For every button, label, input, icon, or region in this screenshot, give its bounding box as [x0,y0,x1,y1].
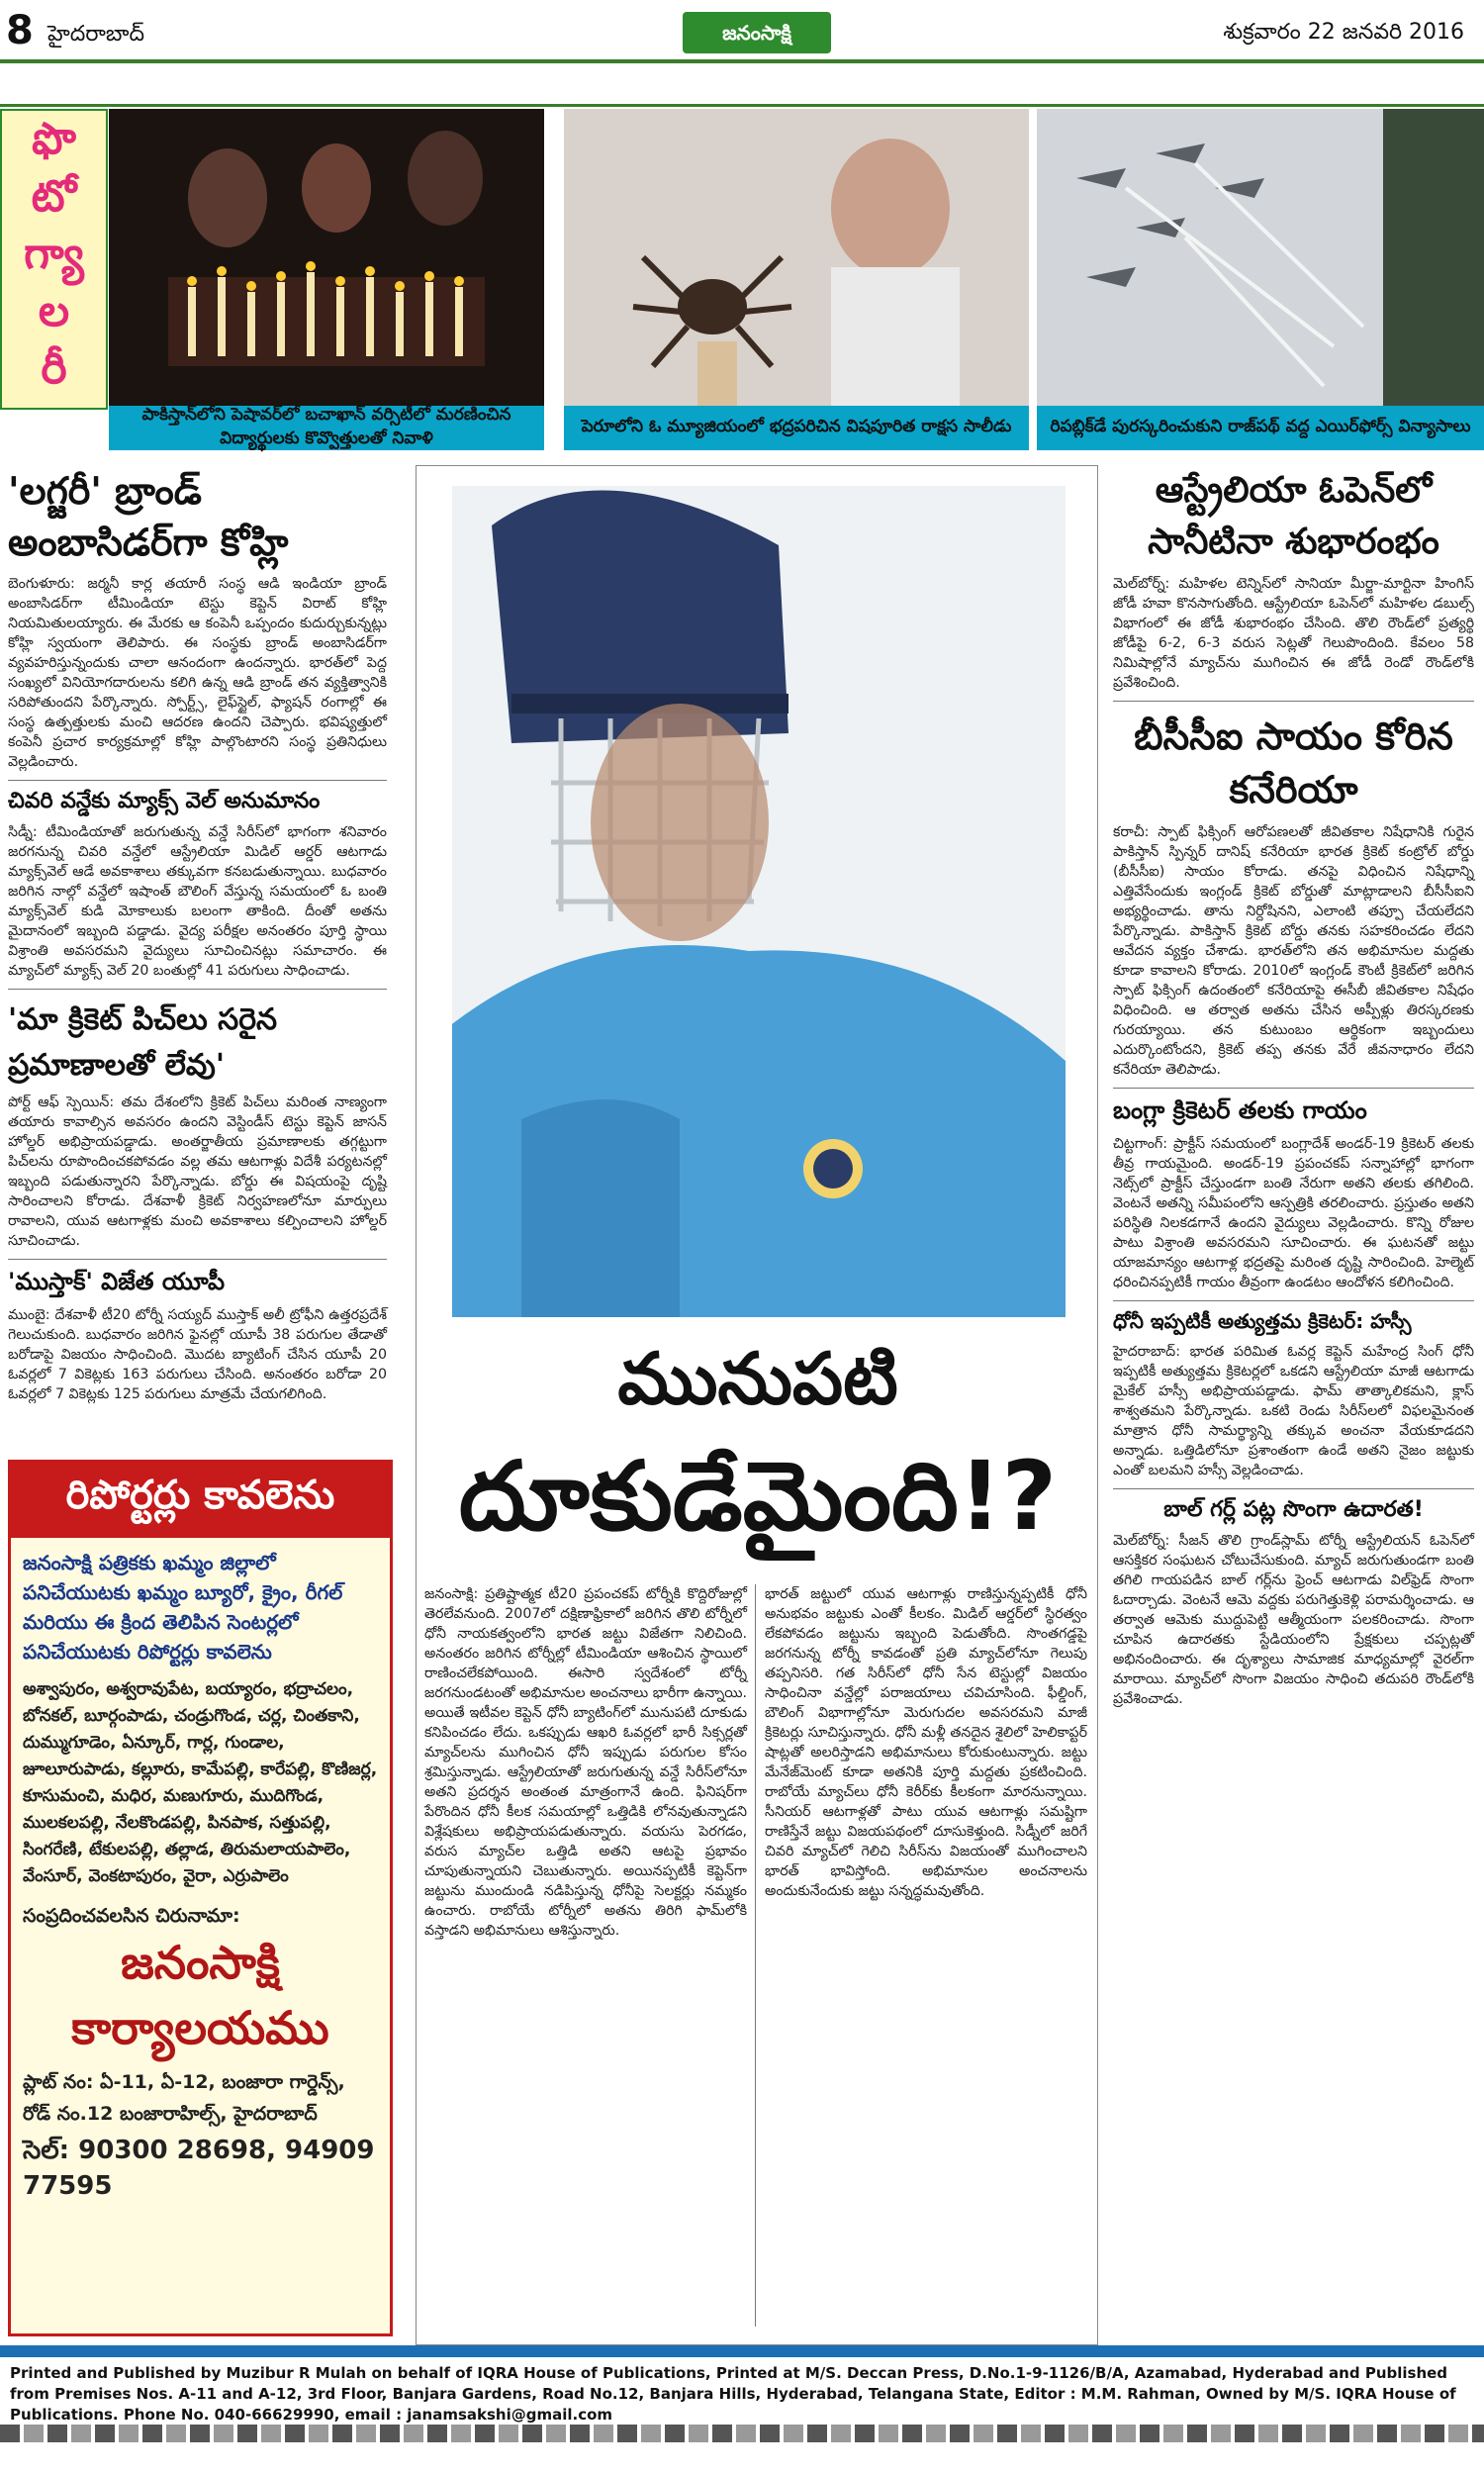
sania-body: మెల్‌బోర్న్: మహిళల టెన్నిస్‌లో సానియా మీర్జా-మార్టినా హింగిస్ జోడీ హవా కొనసాగుతోంది. ఆస్ట్రేలియా ఓపెన్‌లో మహిళల డబుల్స్ విభాగంలో ఈ జోడీ శుభారంభం చేసింది. తొలి రౌండ్‌లో ప్రత్యర్థి జోడీపై 6-2, 6-3 వరుస సెట్లతో గెలుపొందింది. కేవలం 58 నిమిషాల్లోనే మ్యాచ్‌ను ముగించిన ఈ జోడీ రెండో రౌండ్‌లోకి ప్రవేశించింది. [1113,576,1474,691]
ad-address: ప్లాట్ నం: ఏ-11, ఏ-12, బంజారా గార్డెన్స్, రోడ్ నం.12 బంజారాహిల్స్, హైదరాబాద్ [23,2071,345,2125]
hussey-body: హైదరాబాద్: భారత పరిమిత ఓవర్ల కెప్టెన్ మహేంద్ర సింగ్ ధోనీ ఇప్పటికీ అత్యుత్తమ క్రికెటర్లలో ఒకడని ఆస్ట్రేలియా మాజీ ఆటగాడు మైకేల్ హస్సీ అభిప్రాయపడ్డాడు. ఫామ్ తాత్కాలికమని, క్లాస్ శాశ్వతమని పేర్కొన్నాడు. ఒకటి రెండు సిరీస్‌లలో విఫలమైనంత మాత్రాన ధోనీ సామర్థ్యాన్ని తక్కువ అంచనా వేయకూడదని అన్నాడు. ఒత్తిడిలోనూ ప్రశాంతంగా ఉండే అతని నైజం జట్టుకు ఎంతో బలమని హస్సీ వెల్లడించాడు. [1113,1344,1474,1478]
issue-date: శుక్రవారం 22 జనవరి 2016 [1223,20,1464,45]
dhoni-image [452,486,1066,1317]
masthead [0,0,1484,107]
ad-title: రిపోర్టర్లు కావలెను [11,1463,390,1538]
photo-caption-spider: పెరూలోని ఓ మ్యూజియంలో భద్రపరిచిన విషపూరిత రాక్షస సాలీడు [564,406,1029,450]
tsonga-headline: బాల్ గర్ల్ పట్ల సొంగా ఉదారత! [1163,1497,1424,1522]
hussey-headline: ధోనీ ఇప్పటికీ అత్యుత్తమ క్రికెటర్: హస్సీ [1113,1309,1412,1333]
ad-centers: అశ్వాపురం, అశ్వరావుపేట, బయ్యారం, భద్రాచలం, బోనకల్, బూర్గంపాడు, చండ్రుగొండ, చర్ల, చింతకాని, దుమ్ముగూడెం, ఏన్కూర్, గార్ల, గుండాల, జూలూరుపాడు, కల్లూరు, కామేపల్లి, కారేపల్లి, కొణిజర్ల, కూసుమంచి, మధిర, మణుగూరు, ముదిగొండ, ములకలపల్లి, నేలకొండపల్లి, పినపాక, సత్తుపల్లి, సింగరేణి, టేకులపల్లి, తల్లాడ, తిరుమలాయపాలెం, వేంసూర్, వెంకటాపురం, వైరా, ఎర్రుపాలెం [23,1679,378,1886]
divider [1113,1088,1474,1089]
ad-intro: జనంసాక్షి పత్రికకు ఖమ్మం జిల్లాలో పనిచేయుటకు ఖమ్మం బ్యూరో, క్రైం, రీగల్ మరియు ఈ క్రింద తెలిపిన సెంటర్లలో పనిచేయుటకు రిపోర్టర్లు కావలెను [23,1551,343,1664]
bangla-body: చిట్టగాంగ్: ప్రాక్టీస్ సమయంలో బంగ్లాదేశ్ అండర్-19 క్రికెటర్ తలకు తీవ్ర గాయమైంది. అండర్-19 ప్రపంచకప్ సన్నాహాల్లో భాగంగా నెట్స్‌లో ప్రాక్టీస్ చేస్తుండగా బంతి నేరుగా అతని తలకు తగిలింది. వెంటనే అతన్ని సమీపంలోని ఆస్పత్రికి తరలించారు. ప్రస్తుతం అతని పరిస్థితి నిలకడగానే ఉందని వైద్యులు వెల్లడించారు. కొన్ని రోజుల పాటు విశ్రాంతి అవసరమని సూచించారు. ఈ ఘటనతో జట్టు యాజమాన్యం ఆటగాళ్ల భద్రతపై మరింత దృష్టి సారించింది. హెల్మెట్ ధరించినప్పటికీ గాయం తీవ్రంగా ఉండటం ఆందోళన కలిగించింది. [1113,1136,1474,1290]
kaneria-headline: బీసీసీఐ సాయం కోరిన కనేరియా [1134,714,1453,811]
color-register-strip [0,2425,1484,2442]
gallery-char: ల [38,286,70,336]
kaneria-body: కరాచీ: స్పాట్ ఫిక్సింగ్ ఆరోపణలతో జీవితకాల నిషేధానికి గురైన పాకిస్తాన్ స్పిన్నర్ దానిష్ కనేరియా భారత క్రికెట్ కంట్రోల్ బోర్డు (బీసీసీఐ) సాయం కోరాడు. తనపై విధించిన నిషేధాన్ని ఎత్తివేసేందుకు ఇంగ్లండ్ క్రికెట్ బోర్డుతో మాట్లాడాలని బీసీసీఐని అభ్యర్థించాడు. తాను నిర్దోషినని, ఎలాంటి తప్పూ చేయలేదని పేర్కొన్నాడు. పాకిస్తాన్ క్రికెట్ బోర్డు తనకు సహకరించడం లేదని ఆవేదన వ్యక్తం చేశాడు. భారత్‌లోని తన అభిమానుల మద్దతు కూడా కావాలని కోరాడు. 2010లో ఇంగ్లండ్ కౌంటీ క్రికెట్‌లో జరిగిన స్పాట్ ఫిక్సింగ్ ఉదంతంలో కనేరియాపై ఈసీబీ జీవితకాల నిషేధం విధించింది. ఆ తర్వాత అతను చేసిన అప్పీళ్లు తిరస్కరణకు గురయ్యాయి. తన కుటుంబం ఆర్థికంగా ఇబ్బందులు ఎదుర్కొంటోందని, క్రికెట్ తప్ప తనకు వేరే జీవనాధారం లేదని కనేరియా తెలిపాడు. [1113,824,1474,1078]
divider [8,780,387,781]
mushtaq-body: ముంబై: దేశవాళీ టీ20 టోర్నీ సయ్యద్ ముస్తాక్ అలీ ట్రోఫీని ఉత్తరప్రదేశ్ గెలుచుకుంది. బుధవారం జరిగిన ఫైనల్లో యూపీ 38 పరుగుల తేడాతో బరోడాపై విజయం సాధించింది. మొదట బ్యాటింగ్ చేసిన యూపీ 20 ఓవర్లలో 7 వికెట్లకు 163 పరుగులు చేసింది. అనంతరం బరోడా 20 ఓవర్లలో 7 వికెట్లకు 125 పరుగులు మాత్రమే చేయగలిగింది. [8,1307,387,1402]
header-divider [0,59,1484,63]
kohli-body: బెంగుళూరు: జర్మనీ కార్ల తయారీ సంస్థ ఆడి ఇండియా బ్రాండ్ అంబాసిడర్‌గా టీమిండియా టెస్టు కెప్టెన్ విరాట్ కోహ్లి నియమితులయ్యారు. ఈ మేరకు ఆ కంపెనీ ఒప్పందం కుదుర్చుకున్నట్లు కోహ్లి స్వయంగా తెలిపారు. ఈ సంస్థకు బ్రాండ్ అంబాసిడర్‌గా వ్యవహరిస్తున్నందుకు చాలా ఆనందంగా ఉందన్నారు. భారత్‌లో పెద్ద సంఖ్యలో వినియోగదారులను కలిగి ఉన్న ఆడి బ్రాండ్ తన వ్యక్తిత్వానికి సరిపోతుందని పేర్కొన్నారు. స్పోర్ట్స్, లైఫ్‌స్టైల్, ఫ్యాషన్ రంగాల్లో ఈ సంస్థ ఉత్పత్తులకు మంచి ఆదరణ ఉందని చెప్పారు. భవిష్యత్తులో కంపెనీ ప్రచార కార్యక్రమాల్లో కోహ్లి పాల్గొంటారని సంస్థ ప్రతినిధులు వెల్లడించారు. [8,576,387,770]
tsonga-body: మెల్‌బోర్న్: సీజన్ తొలి గ్రాండ్‌స్లామ్ టోర్నీ ఆస్ట్రేలియన్ ఓపెన్‌లో ఆసక్తికర సంఘటన చోటుచేసుకుంది. మ్యాచ్ జరుగుతుండగా బంతి తగిలి గాయపడిన బాల్ గర్ల్‌ను ఫ్రెంచ్ ఆటగాడు విల్‌ఫ్రెడ్ సొంగా ఓదార్చాడు. వెంటనే ఆమె వద్దకు పరుగెత్తుకెళ్లి పరామర్శించాడు. ఆ తర్వాత ఆమెకు ముద్దుపెట్టి ఆత్మీయంగా పలకరించాడు. సొంగా చూపిన ఉదారతకు స్టేడియంలోని ప్రేక్షకులు చప్పట్లతో అభినందించారు. ఈ దృశ్యాలు సామాజిక మాధ్యమాల్లో వైరల్‌గా మారాయి. మ్యాచ్‌లో సొంగా విజయం సాధించి తదుపరి రౌండ్‌లోకి ప్రవేశించాడు. [1113,1533,1474,1707]
dhoni-photo [452,486,1066,1317]
ad-contact-label: సంప్రదించవలసిన చిరునామా: [23,1905,240,1927]
kohli-headline: 'లగ్జరీ' బ్రాండ్ అంబాసిడర్‌గా కోహ్లి [8,469,289,564]
reporters-wanted-ad [8,1460,393,2336]
divider [8,989,387,990]
maxwell-headline: చివరి వన్డేకు మ్యాక్స్ వెల్ అనుమానం [8,789,321,813]
gallery-char: టో [31,171,77,222]
divider [1113,1488,1474,1489]
center-body-col1: జనంసాక్షి: ప్రతిష్టాత్మక టీ20 ప్రపంచకప్ టోర్నీకి కొద్దిరోజుల్లో తెరలేవనుంది. 2007లో దక్షిణాఫ్రికాలో జరిగిన తొలి టోర్నీలో ధోనీ నాయకత్వంలోని భారత జట్టు విజేతగా నిలిచింది. అనంతరం జరిగిన టోర్నీల్లో టీమిండియా ఆశించిన స్థాయిలో రాణించలేకపోయింది. ఈసారి స్వదేశంలో టోర్నీ జరగనుండటంతో అభిమానుల అంచనాలు భారీగా ఉన్నాయి. అయితే ఇటీవల కెప్టెన్ ధోనీ బ్యాటింగ్‌లో మునుపటి దూకుడు కనిపించడం లేదు. ఒకప్పుడు ఆఖరి ఓవర్లలో భారీ సిక్సర్లతో మ్యాచ్‌లను ముగించిన ధోనీ ఇప్పుడు పరుగుల కోసం శ్రమిస్తున్నాడు. ఆస్ట్రేలియాతో జరుగుతున్న వన్డే సిరీస్‌లోనూ అతని ప్రదర్శన అంతంత మాత్రంగానే ఉంది. ఫినిషర్‌గా పేరొందిన ధోనీ కీలక సమయాల్లో ఒత్తిడికి లోనవుతున్నాడని విశ్లేషకులు అభిప్రాయపడుతున్నారు. వయసు పెరగడం, వరుస మ్యాచ్‌ల ఒత్తిడి అతని ఆటపై ప్రభావం చూపుతున్నాయని చెబుతున్నారు. అయినప్పటికీ కెప్టెన్‌గా జట్టును ముందుండి నడిపిస్తున్న ధోనీపై సెలక్టర్లు నమ్మకం ఉంచారు. రాబోయే టోర్నీలో అతను తిరిగి ఫామ్‌లోకి వస్తాడని అభిమానులు ఆశిస్తున్నారు. [424,1586,747,1939]
spider-museum-photo [564,109,1029,406]
center-story [416,465,1098,2345]
footer-bar [0,2345,1484,2357]
candle-vigil-image [109,109,544,406]
airshow-photo [1037,109,1484,406]
spider-image [564,109,1029,406]
center-body-col2: భారత్ జట్టులో యువ ఆటగాళ్లు రాణిస్తున్నప్పటికీ ధోనీ అనుభవం జట్టుకు ఎంతో కీలకం. మిడిల్ ఆర్డర్‌లో స్థిరత్వం లేకపోవడం జట్టును ఇబ్బంది పెడుతోంది. సొంతగడ్డపై జరగనున్న టోర్నీ కావడంతో ప్రతి మ్యాచ్‌లోనూ గెలుపు తప్పనిసరి. గత సిరీస్‌లో ధోనీ సేన టెస్టుల్లో విజయం సాధించినా వన్డేల్లో పరాజయాలు చవిచూసింది. ఫీల్డింగ్, బౌలింగ్ విభాగాల్లోనూ మెరుగుదల అవసరమని మాజీ క్రికెటర్లు సూచిస్తున్నారు. ధోనీ మళ్లీ తనదైన శైలిలో హెలికాప్టర్ షాట్లతో అలరిస్తాడని అభిమానులు కోరుకుంటున్నారు. జట్టు మేనేజ్‌మెంట్ కూడా అతనికి పూర్తి మద్దతు ప్రకటించింది. రాబోయే మ్యాచ్‌లు ధోనీ కెరీర్‌కు కీలకంగా మారనున్నాయి. సీనియర్ ఆటగాళ్లతో పాటు యువ ఆటగాళ్లు సమష్టిగా రాణిస్తేనే జట్టు విజయపథంలో దూసుకెళ్తుంది. సిడ్నీలో జరిగే చివరి మ్యాచ్‌లో గెలిచి సిరీస్‌ను విజయంతో ముగించాలని భారత్ భావిస్తోంది. అభిమానుల అంచనాలను అందుకునేందుకు జట్టు సన్నద్ధమవుతోంది. [765,1586,1087,1899]
right-column [1113,465,1474,1709]
jets-image [1037,109,1484,406]
photo-gallery-label [0,109,108,410]
gallery-char: గ్యా [24,229,84,279]
photo-caption-airshow: రిపబ్లిక్‌డే పురస్కరించుకుని రాజ్‌పథ్ వద్ద ఎయిర్‌ఫోర్స్ విన్యాసాలు [1037,406,1484,450]
divider [1113,701,1474,702]
center-headline-line1: మునుపటి [617,1337,898,1420]
mushtaq-headline: 'ముస్తాక్' విజేత యూపీ [8,1268,226,1295]
gallery-char: రీ [41,343,67,394]
edition-city: హైదరాబాద్ [47,22,144,47]
divider [1113,1300,1474,1301]
pitches-headline: 'మా క్రికెట్ పిచ్‌లు సరైన ప్రమాణాలతో లేవు' [8,1002,278,1083]
newspaper-logo[interactable]: జనంసాక్షి [683,12,831,53]
column-divider [755,1584,756,2327]
gallery-char: ఫొ [32,114,76,164]
maxwell-body: సిడ్నీ: టీమిండియాతో జరుగుతున్న వన్డే సిరీస్‌లో భాగంగా శనివారం జరగనున్న చివరి వన్డేలో ఆస్ట్రేలియా మిడిల్ ఆర్డర్ ఆటగాడు మ్యాక్స్‌వెల్ ఆడే అవకాశాలు తక్కువగా కనబడుతున్నాయి. బుధవారం జరిగిన నాల్గో వన్డేలో ఇషాంత్ బౌలింగ్ వేస్తున్న సమయంలో ఓ బంతి మ్యాక్స్‌వెల్ కుడి మోకాలుకు బలంగా తాకింది. దీంతో అతను మైదానంలో ఇబ్బంది పడ్డాడు. వైద్య పరీక్షల అనంతరం పూర్తి స్థాయి విశ్రాంతి అవసరమని వైద్యులు సూచించినట్లు సమాచారం. ఈ మ్యాచ్‌లో మ్యాక్స్ వెల్ 20 బంతుల్లో 41 పరుగులు సాధించాడు. [8,824,387,979]
page-number: 8 [6,8,34,53]
sania-headline: ఆస్ట్రేలియా ఓపెన్‌లో సానీటినా శుభారంభం [1148,470,1439,562]
ad-phone: సెల్: 90300 28698, 94909 77595 [23,2136,375,2201]
center-headline-line2: దూకుడేమైంది!? [458,1441,1058,1552]
candle-vigil-photo [109,109,544,406]
photo-caption-vigil: పాకిస్తాన్‌లోని పెషావర్‌లో బచాఖాన్ వర్సిటీలో మరణించిన విద్యార్థులకు కొవ్వొత్తులతో నివాళి [109,406,544,450]
ad-office: జనంసాక్షి కార్యాలయము [71,1936,329,2054]
bangla-headline: బంగ్లా క్రికెటర్ తలకు గాయం [1113,1096,1367,1124]
divider [8,1259,387,1260]
left-column [8,465,387,1404]
pitches-body: పోర్ట్ ఆఫ్ స్పెయిన్: తమ దేశంలోని క్రికెట్ పిచ్‌లు మరింత నాణ్యంగా తయారు కావాల్సిన అవసరం ఉందని వెస్టిండీస్ టెస్టు కెప్టెన్ జాసన్ హోల్డర్ అభిప్రాయపడ్డాడు. అంతర్జాతీయ ప్రమాణాలకు తగ్గట్టుగా పిచ్‌లను రూపొందించకపోవడం వల్ల తమ ఆటగాళ్లు విదేశీ పర్యటనల్లో ఇబ్బంది పడుతున్నారని పేర్కొన్నాడు. బోర్డు ఈ విషయంపై దృష్టి సారించాలని కోరాడు. దేశవాళీ క్రికెట్ నిర్వహణలోనూ మార్పులు రావాలని, యువ ఆటగాళ్లకు మంచి అవకాశాలు కల్పించాలని హోల్డర్ సూచించాడు. [8,1094,387,1249]
imprint-line: Printed and Published by Muzibur R Mulah on behalf of IQRA House of Publications, Printed at M/S. Deccan Press, D.No.1-9-1126/B/A, Azamabad, Hyderabad and Published from Premises Nos. A-11 and A-12, 3rd Floor, Banjara Gardens, Road No.12, Banjara Hills, Hyderabad, Telangana State, Editor : M.M. Rahman, Owned by M/S. IQRA House of Publications. Phone No. 040-66629990, email : janamsakshi@gmail.com [10,2364,1456,2424]
